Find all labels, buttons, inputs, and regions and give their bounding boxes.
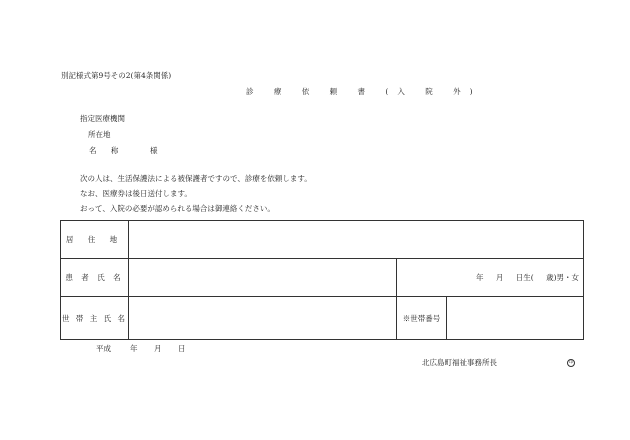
date-month: 月: [154, 344, 162, 353]
seal-mark: 印: [568, 360, 574, 365]
date-day: 日: [178, 344, 186, 353]
body-line-2: なお、医療券は後日送付します。: [80, 189, 192, 198]
residence-row: [61, 221, 584, 259]
date-era: 平成: [96, 344, 111, 353]
addressee-heading: 指定医療機関: [80, 114, 125, 123]
birth-date-sex-field[interactable]: [397, 259, 584, 297]
birth-year-label: 年: [475, 273, 484, 282]
body-line-3: おって、入院の必要が認められる場合は御連絡ください。: [80, 204, 275, 213]
form-reference: 別記様式第9号その2(第4条関係): [61, 71, 172, 80]
age-label: 歳): [546, 273, 557, 282]
household-head-label: 世 帯 主 氏 名: [61, 297, 129, 340]
household-number-field[interactable]: [447, 297, 584, 340]
document-title: 診 療 依 頼 書 (入 院 外): [246, 87, 482, 96]
birth-day-label: 日生(: [515, 273, 534, 282]
patient-name-label: 患 者 氏 名: [61, 259, 129, 297]
body-line-1: 次の人は、生活保護法による被保護者ですので、診療を依頼します。: [80, 174, 312, 183]
residence-field[interactable]: [129, 221, 584, 259]
patient-name-field[interactable]: [129, 259, 397, 297]
request-form-table: [60, 220, 584, 340]
honorific: 様: [150, 146, 158, 155]
address-label: 所在地: [88, 130, 111, 139]
issuer: 北広島町福祉事務所長: [422, 358, 497, 367]
residence-label: 居 住 地: [61, 221, 129, 259]
date-year: 年: [130, 344, 138, 353]
sex-options: 男・女: [556, 273, 580, 282]
birth-month-label: 月: [495, 273, 504, 282]
household-number-label: ※世帯番号: [397, 297, 447, 340]
patient-row: [61, 259, 584, 297]
household-head-field[interactable]: [129, 297, 397, 340]
facility-name-label: 名 称: [89, 146, 125, 155]
household-head-row: [61, 297, 584, 340]
